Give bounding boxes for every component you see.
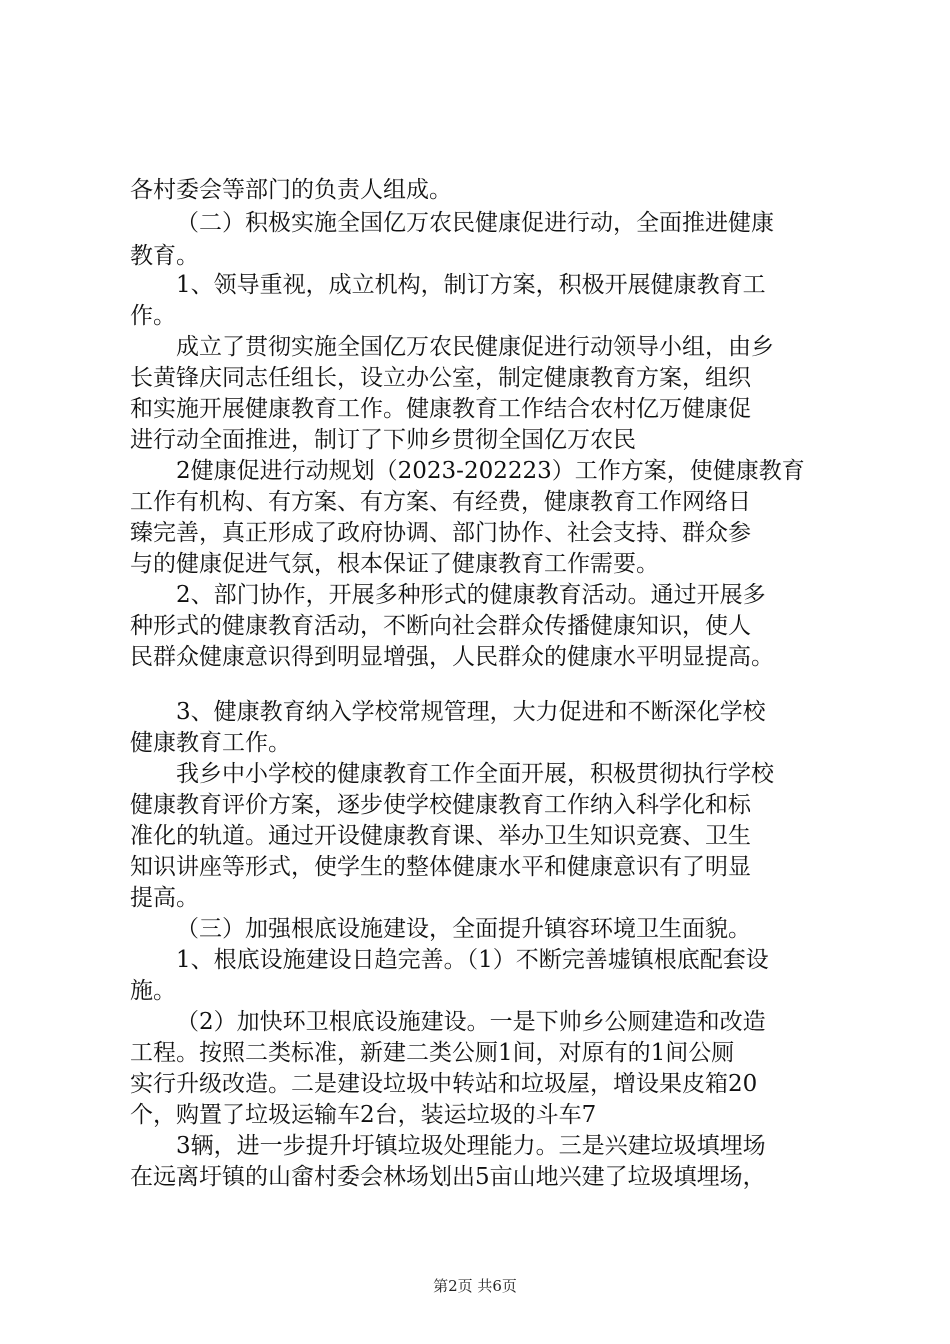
text-line: 成立了贯彻实施全国亿万农民健康促进行动领导小组，由乡 [176, 334, 774, 360]
text-line: 2健康促进行动规划（2023-202223）工作方案，使健康教育 [176, 458, 805, 484]
text-line: （2）加快环卫根底设施建设。一是下帅乡公厕建造和改造 [176, 1009, 766, 1035]
text-line: 与的健康促进气氛，根本保证了健康教育工作需要。 [130, 551, 659, 577]
text-line: 和实施开展健康教育工作。健康教育工作结合农村亿万健康促 [130, 396, 751, 422]
text-line: 健康教育工作。 [130, 730, 291, 756]
text-line: 2、部门协作，开展多种形式的健康教育活动。通过开展多 [176, 582, 766, 608]
text-line: 健康教育评价方案，逐步使学校健康教育工作纳入科学化和标 [130, 792, 751, 818]
text-line: 教育。 [130, 243, 199, 269]
text-line: 工作有机构、有方案、有方案、有经费，健康教育工作网络日 [130, 489, 751, 515]
text-line: 1、领导重视，成立机构，制订方案，积极开展健康教育工 [176, 272, 766, 298]
text-line: （三）加强根底设施建设，全面提升镇容环境卫生面貌。 [176, 916, 751, 942]
text-line: 3、健康教育纳入学校常规管理，大力促进和不断深化学校 [176, 699, 766, 725]
text-line: 提高。 [130, 885, 199, 911]
text-line: 在远离圩镇的山畲村委会林场划出5亩山地兴建了垃圾填埋场， [130, 1164, 766, 1190]
page-number-footer: 第2页 共6页 [433, 1277, 517, 1295]
text-line: 工程。按照二类标准，新建二类公厕1间，对原有的1间公厕 [130, 1040, 735, 1066]
text-line: 进行动全面推进，制订了下帅乡贯彻全国亿万农民 [130, 427, 636, 453]
text-line: 作。 [130, 303, 176, 329]
text-line: 1、根底设施建设日趋完善。（1）不断完善墟镇根底配套设 [176, 947, 769, 973]
text-line: 实行升级改造。二是建设垃圾中转站和垃圾屋，增设果皮箱20 [130, 1071, 758, 1097]
text-line: 3辆，进一步提升圩镇垃圾处理能力。三是兴建垃圾填埋场 [176, 1133, 766, 1159]
text-line: 施。 [130, 978, 176, 1004]
text-line: 各村委会等部门的负责人组成。 [130, 177, 452, 203]
text-line: 民群众健康意识得到明显增强，人民群众的健康水平明显提高。 [130, 644, 774, 670]
text-line: 长黄锋庆同志任组长，设立办公室，制定健康教育方案，组织 [130, 365, 751, 391]
text-line: 种形式的健康教育活动，不断向社会群众传播健康知识，使人 [130, 613, 751, 639]
text-line: （二）积极实施全国亿万农民健康促进行动，全面推进健康 [176, 210, 774, 236]
text-line: 臻完善，真正形成了政府协调、部门协作、社会支持、群众参 [130, 520, 751, 546]
text-line: 知识讲座等形式，使学生的整体健康水平和健康意识有了明显 [130, 854, 751, 880]
text-line: 我乡中小学校的健康教育工作全面开展，积极贯彻执行学校 [176, 761, 774, 787]
text-line: 个，购置了垃圾运输车2台，装运垃圾的斗车7 [130, 1102, 597, 1128]
text-line: 准化的轨道。通过开设健康教育课、举办卫生知识竞赛、卫生 [130, 823, 751, 849]
